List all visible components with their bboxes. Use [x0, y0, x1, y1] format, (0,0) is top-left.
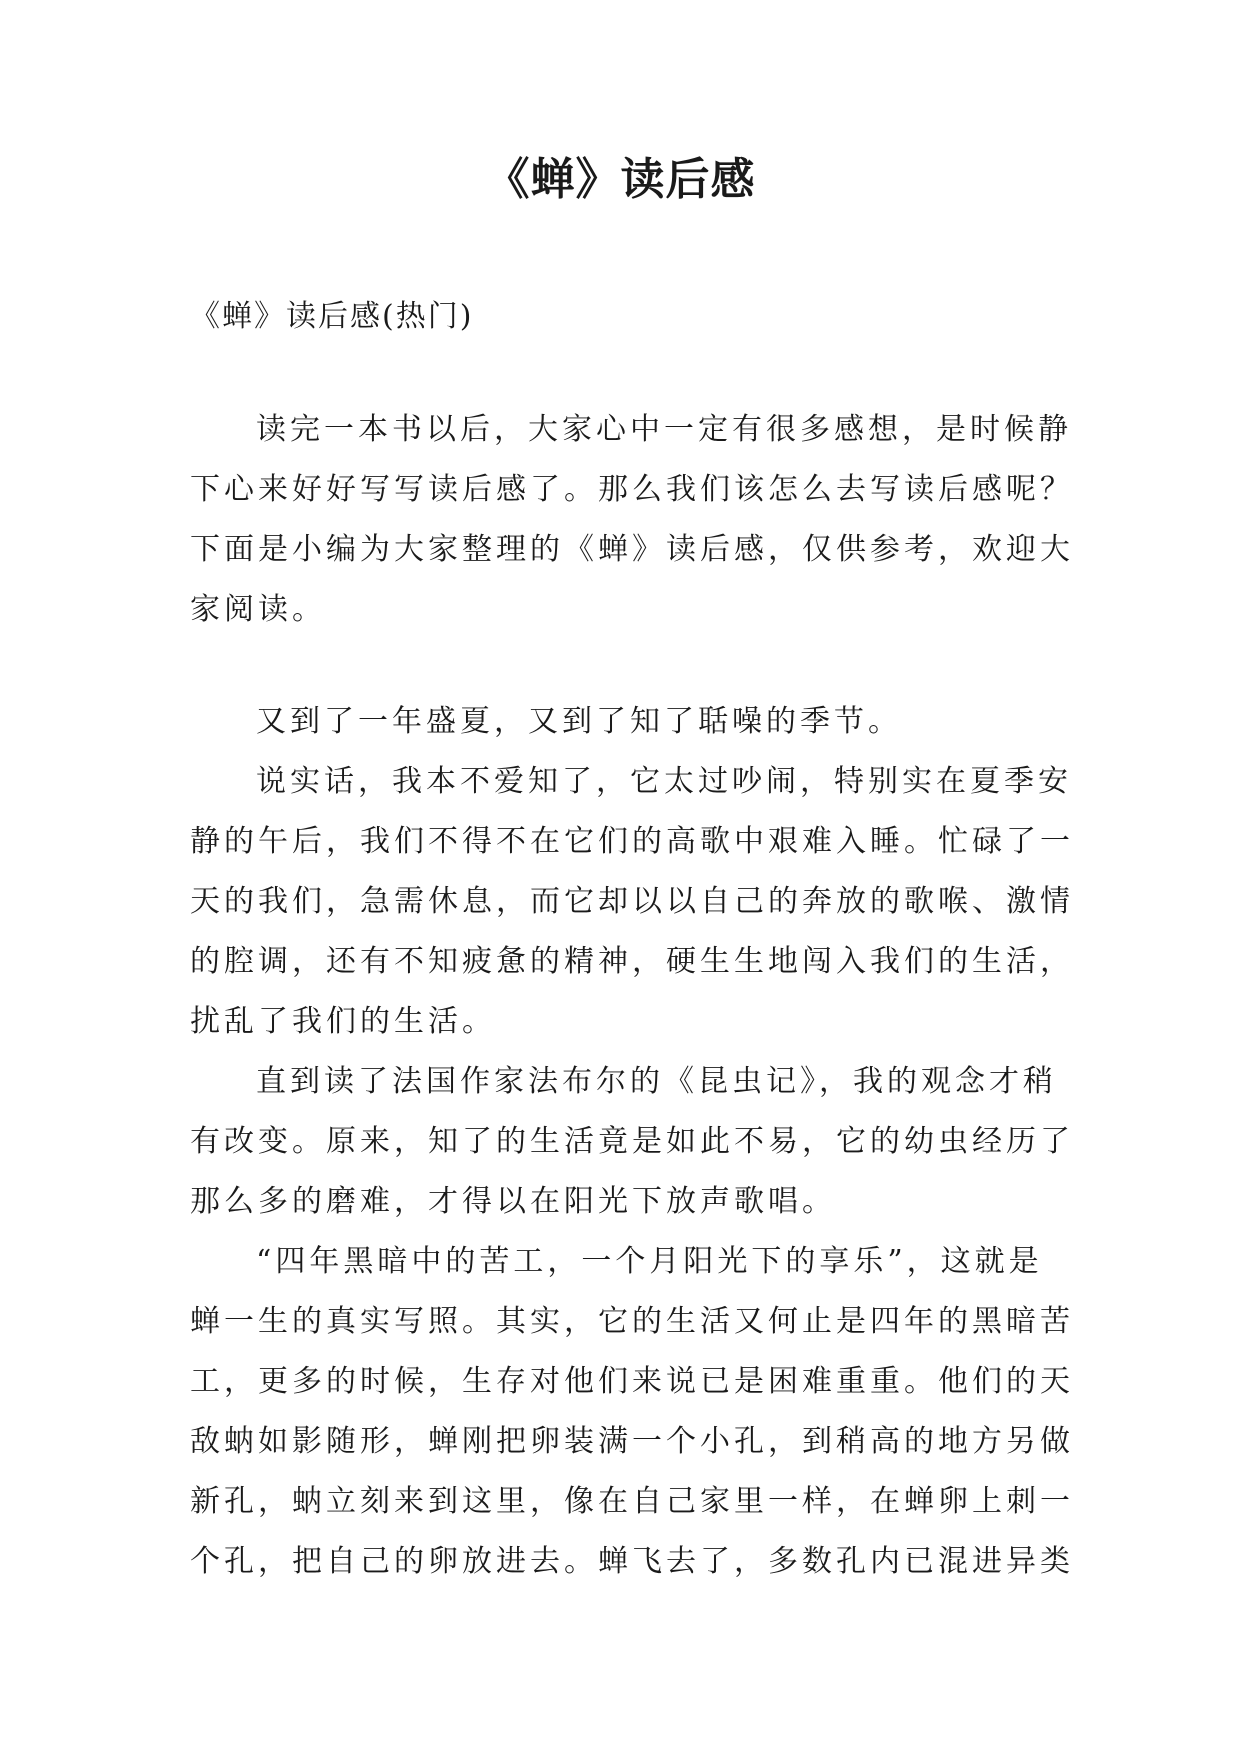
- text-line: 蝉一生的真实写照。其实，它的生活又何止是四年的黑暗苦: [190, 1304, 1074, 1339]
- text-line: 静的午后，我们不得不在它们的高歌中艰难入睡。忙碌了一: [190, 824, 1074, 859]
- text-line: 那么多的磨难，才得以在阳光下放声歌唱。: [190, 1184, 836, 1219]
- text-line: 说实话，我本不爱知了，它太过吵闹，特别实在夏季安: [256, 764, 1072, 799]
- text-line: 又到了一年盛夏，又到了知了聒噪的季节。: [256, 704, 902, 739]
- text-line: “四年黑暗中的苦工，一个月阳光下的享乐”，这就是: [256, 1244, 1043, 1279]
- document-title: 《蝉》读后感: [485, 154, 756, 205]
- text-line: 读完一本书以后，大家心中一定有很多感想，是时候静: [256, 412, 1072, 447]
- text-line: 直到读了法国作家法布尔的《昆虫记》，我的观念才稍: [256, 1064, 1057, 1099]
- text-line: 工，更多的时候，生存对他们来说已是困难重重。他们的天: [190, 1364, 1074, 1399]
- text-line: 下面是小编为大家整理的《蝉》读后感，仅供参考，欢迎大: [190, 532, 1074, 567]
- text-line: 扰乱了我们的生活。: [190, 1004, 496, 1039]
- text-line: 家阅读。: [190, 592, 326, 627]
- text-line: 下心来好好写写读后感了。那么我们该怎么去写读后感呢？: [190, 472, 1074, 507]
- document-subtitle: 《蝉》读后感(热门): [190, 299, 474, 334]
- text-line: 的腔调，还有不知疲惫的精神，硬生生地闯入我们的生活，: [190, 944, 1074, 979]
- text-line: 敌蚋如影随形，蝉刚把卵装满一个小孔，到稍高的地方另做: [190, 1424, 1074, 1459]
- text-line: 天的我们，急需休息，而它却以以自己的奔放的歌喉、激情: [190, 884, 1074, 919]
- text-line: 新孔，蚋立刻来到这里，像在自己家里一样，在蝉卵上刺一: [190, 1484, 1074, 1519]
- text-line: 有改变。原来，知了的生活竟是如此不易，它的幼虫经历了: [190, 1124, 1074, 1159]
- text-line: 个孔，把自己的卵放进去。蝉飞去了，多数孔内已混进异类: [190, 1544, 1074, 1579]
